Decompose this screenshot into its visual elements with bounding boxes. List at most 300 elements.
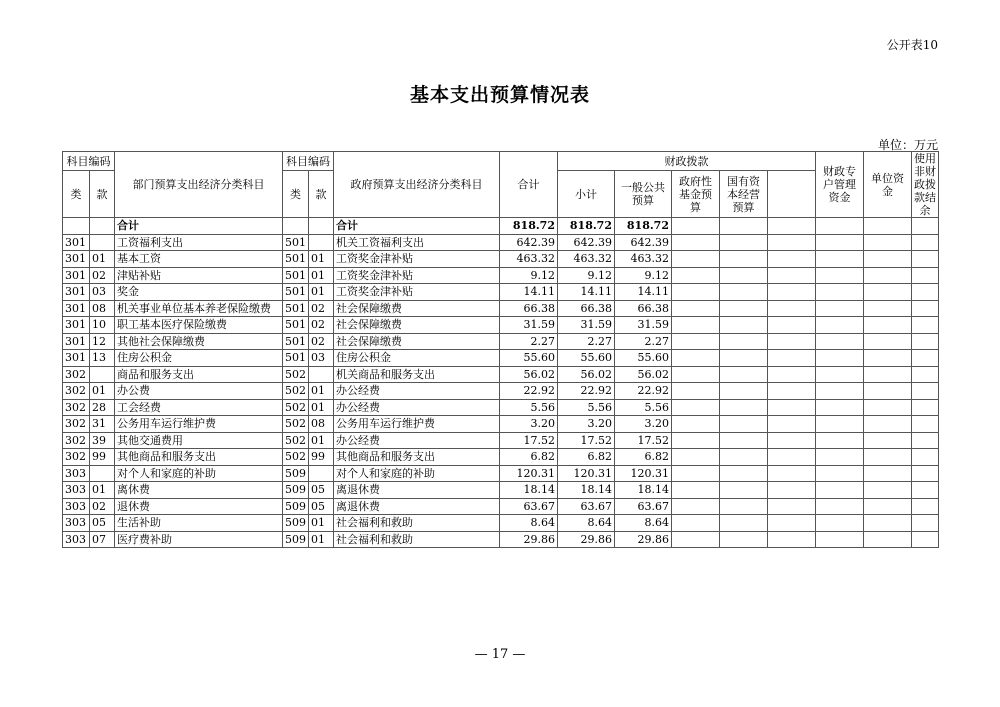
cell-gov-subject: 社会福利和救助 — [334, 515, 500, 532]
cell-prior-year-carryover — [912, 531, 939, 548]
cell-gov-item — [309, 234, 334, 251]
cell-dept-subject: 其他交通费用 — [115, 432, 283, 449]
cell-gov-class: 501 — [283, 317, 309, 334]
cell-state-capital-budget — [720, 498, 768, 515]
table-row — [63, 515, 939, 532]
cell-gov-class: 502 — [283, 399, 309, 416]
cell-unit-fund — [816, 432, 864, 449]
cell-special-fund — [768, 251, 816, 268]
cell-subtotal: 18.14 — [558, 482, 615, 499]
cell-prior-year-carryover — [912, 416, 939, 433]
cell-gov-item: 01 — [309, 267, 334, 284]
cell-item: 31 — [90, 416, 115, 433]
cell-gov-item: 08 — [309, 416, 334, 433]
cell-class: 302 — [63, 366, 90, 383]
cell-prior-year-carryover — [912, 300, 939, 317]
cell-nonfiscal-surplus — [864, 317, 912, 334]
cell-unit-fund — [816, 515, 864, 532]
cell-dept-subject: 基本工资 — [115, 251, 283, 268]
cell-item — [90, 218, 115, 235]
cell-state-capital-budget — [720, 300, 768, 317]
cell-general-budget: 818.72 — [615, 218, 672, 235]
cell-special-fund — [768, 449, 816, 466]
cell-class: 303 — [63, 515, 90, 532]
cell-general-budget: 55.60 — [615, 350, 672, 367]
cell-item: 08 — [90, 300, 115, 317]
cell-subtotal: 22.92 — [558, 383, 615, 400]
cell-item: 02 — [90, 267, 115, 284]
cell-gov-subject: 社会保障缴费 — [334, 317, 500, 334]
cell-gov-subject: 办公经费 — [334, 432, 500, 449]
cell-dept-subject: 工会经费 — [115, 399, 283, 416]
cell-general-budget: 31.59 — [615, 317, 672, 334]
cell-total: 55.60 — [500, 350, 558, 367]
cell-nonfiscal-surplus — [864, 416, 912, 433]
cell-prior-year-carryover — [912, 383, 939, 400]
cell-special-fund — [768, 416, 816, 433]
subtotal-header: 小计 — [558, 171, 615, 218]
cell-class — [63, 218, 90, 235]
cell-class: 302 — [63, 416, 90, 433]
cell-nonfiscal-surplus — [864, 300, 912, 317]
cell-state-capital-budget — [720, 465, 768, 482]
cell-prior-year-carryover — [912, 251, 939, 268]
cell-general-budget: 22.92 — [615, 383, 672, 400]
cell-nonfiscal-surplus — [864, 383, 912, 400]
cell-gov-fund-budget — [672, 515, 720, 532]
cell-class: 301 — [63, 333, 90, 350]
cell-dept-subject: 对个人和家庭的补助 — [115, 465, 283, 482]
cell-nonfiscal-surplus — [864, 234, 912, 251]
cell-subtotal: 31.59 — [558, 317, 615, 334]
cell-gov-subject: 公务用车运行维护费 — [334, 416, 500, 433]
cell-gov-subject: 办公经费 — [334, 383, 500, 400]
cell-gov-subject: 社会保障缴费 — [334, 300, 500, 317]
cell-prior-year-carryover — [912, 218, 939, 235]
cell-subtotal: 56.02 — [558, 366, 615, 383]
cell-special-fund — [768, 218, 816, 235]
cell-unit-fund — [816, 498, 864, 515]
dept-subject-header: 部门预算支出经济分类科目 — [115, 152, 283, 218]
cell-subtotal: 3.20 — [558, 416, 615, 433]
cell-prior-year-carryover — [912, 366, 939, 383]
cell-special-fund — [768, 531, 816, 548]
cell-state-capital-budget — [720, 366, 768, 383]
cell-unit-fund — [816, 251, 864, 268]
cell-special-fund — [768, 317, 816, 334]
total-header: 合计 — [500, 152, 558, 218]
cell-gov-fund-budget — [672, 432, 720, 449]
cell-special-fund — [768, 432, 816, 449]
cell-prior-year-carryover — [912, 234, 939, 251]
cell-gov-class: 501 — [283, 350, 309, 367]
cell-gov-class: 502 — [283, 416, 309, 433]
cell-gov-fund-budget — [672, 399, 720, 416]
cell-gov-class: 501 — [283, 234, 309, 251]
cell-state-capital-budget — [720, 399, 768, 416]
cell-class: 303 — [63, 465, 90, 482]
cell-subtotal: 9.12 — [558, 267, 615, 284]
cell-nonfiscal-surplus — [864, 465, 912, 482]
cell-gov-item: 05 — [309, 482, 334, 499]
cell-nonfiscal-surplus — [864, 515, 912, 532]
cell-general-budget: 14.11 — [615, 284, 672, 301]
cell-gov-class: 501 — [283, 333, 309, 350]
cell-gov-fund-budget — [672, 482, 720, 499]
cell-special-fund — [768, 399, 816, 416]
cell-gov-subject: 合计 — [334, 218, 500, 235]
cell-subtotal: 6.82 — [558, 449, 615, 466]
cell-subtotal: 120.31 — [558, 465, 615, 482]
cell-unit-fund — [816, 350, 864, 367]
cell-special-fund — [768, 366, 816, 383]
table-row — [63, 482, 939, 499]
cell-total: 63.67 — [500, 498, 558, 515]
cell-class: 302 — [63, 449, 90, 466]
cell-gov-fund-budget — [672, 498, 720, 515]
cell-gov-fund-budget — [672, 366, 720, 383]
cell-gov-item: 01 — [309, 515, 334, 532]
cell-unit-fund — [816, 300, 864, 317]
cell-gov-fund-budget — [672, 383, 720, 400]
cell-dept-subject: 津贴补贴 — [115, 267, 283, 284]
cell-total: 9.12 — [500, 267, 558, 284]
cell-subtotal: 29.86 — [558, 531, 615, 548]
cell-gov-item: 02 — [309, 317, 334, 334]
table-row — [63, 531, 939, 548]
page-number: — 17 — — [474, 647, 526, 662]
cell-gov-item: 02 — [309, 333, 334, 350]
cell-item: 13 — [90, 350, 115, 367]
cell-class: 303 — [63, 531, 90, 548]
cell-class: 302 — [63, 399, 90, 416]
cell-class: 302 — [63, 432, 90, 449]
cell-total: 66.38 — [500, 300, 558, 317]
cell-unit-fund — [816, 317, 864, 334]
cell-class: 301 — [63, 284, 90, 301]
cell-nonfiscal-surplus — [864, 218, 912, 235]
cell-nonfiscal-surplus — [864, 482, 912, 499]
cell-item: 02 — [90, 498, 115, 515]
cell-gov-item: 01 — [309, 251, 334, 268]
cell-nonfiscal-surplus — [864, 350, 912, 367]
cell-unit-fund — [816, 333, 864, 350]
cell-prior-year-carryover — [912, 482, 939, 499]
cell-gov-class: 509 — [283, 531, 309, 548]
cell-prior-year-carryover — [912, 399, 939, 416]
table-row — [63, 383, 939, 400]
cell-gov-item — [309, 218, 334, 235]
cell-dept-subject: 其他社会保障缴费 — [115, 333, 283, 350]
cell-gov-item: 03 — [309, 350, 334, 367]
cell-special-fund — [768, 333, 816, 350]
cell-state-capital-budget — [720, 251, 768, 268]
cell-state-capital-budget — [720, 432, 768, 449]
cell-general-budget: 642.39 — [615, 234, 672, 251]
cell-state-capital-budget — [720, 234, 768, 251]
cell-item: 12 — [90, 333, 115, 350]
cell-gov-item: 01 — [309, 383, 334, 400]
cell-item: 07 — [90, 531, 115, 548]
cell-total: 56.02 — [500, 366, 558, 383]
cell-nonfiscal-surplus — [864, 284, 912, 301]
cell-state-capital-budget — [720, 531, 768, 548]
cell-special-fund — [768, 284, 816, 301]
cell-dept-subject: 工资福利支出 — [115, 234, 283, 251]
cell-special-fund — [768, 465, 816, 482]
table-row — [63, 498, 939, 515]
cell-gov-class: 502 — [283, 449, 309, 466]
cell-class: 303 — [63, 498, 90, 515]
cell-gov-fund-budget — [672, 531, 720, 548]
cell-gov-subject: 工资奖金津补贴 — [334, 267, 500, 284]
cell-gov-fund-budget — [672, 350, 720, 367]
cell-gov-subject: 机关商品和服务支出 — [334, 366, 500, 383]
cell-dept-subject: 奖金 — [115, 284, 283, 301]
cell-class: 301 — [63, 267, 90, 284]
cell-gov-fund-budget — [672, 284, 720, 301]
cell-total: 17.52 — [500, 432, 558, 449]
cell-special-fund — [768, 350, 816, 367]
cell-gov-fund-budget — [672, 300, 720, 317]
cell-gov-class: 501 — [283, 267, 309, 284]
cell-subtotal: 2.27 — [558, 333, 615, 350]
cell-gov-subject: 住房公积金 — [334, 350, 500, 367]
cell-total: 463.32 — [500, 251, 558, 268]
cell-gov-class: 509 — [283, 482, 309, 499]
table-header — [63, 152, 939, 218]
cell-general-budget: 63.67 — [615, 498, 672, 515]
cell-nonfiscal-surplus — [864, 498, 912, 515]
cell-total: 31.59 — [500, 317, 558, 334]
cell-total: 29.86 — [500, 531, 558, 548]
cell-subtotal: 5.56 — [558, 399, 615, 416]
cell-subtotal: 8.64 — [558, 515, 615, 532]
cell-unit-fund — [816, 234, 864, 251]
page-title: 基本支出预算情况表 — [409, 84, 590, 106]
table-row — [63, 251, 939, 268]
cell-unit-fund — [816, 482, 864, 499]
unit-fund-header: 单位资金 — [864, 152, 912, 218]
cell-unit-fund — [816, 366, 864, 383]
cell-unit-fund — [816, 267, 864, 284]
cell-gov-subject: 社会福利和救助 — [334, 531, 500, 548]
cell-prior-year-carryover — [912, 515, 939, 532]
cell-nonfiscal-surplus — [864, 333, 912, 350]
table-row — [63, 284, 939, 301]
cell-gov-subject: 离退休费 — [334, 482, 500, 499]
state-capital-budget-header: 国有资本经营预算 — [720, 171, 768, 218]
cell-gov-subject: 工资奖金津补贴 — [334, 284, 500, 301]
unit-label: 单位：万元 — [877, 138, 938, 152]
cell-subtotal: 17.52 — [558, 432, 615, 449]
cell-nonfiscal-surplus — [864, 531, 912, 548]
cell-gov-class: 509 — [283, 465, 309, 482]
cell-subtotal: 463.32 — [558, 251, 615, 268]
cell-gov-class — [283, 218, 309, 235]
cell-gov-class: 502 — [283, 432, 309, 449]
cell-general-budget: 6.82 — [615, 449, 672, 466]
table-row — [63, 416, 939, 433]
cell-general-budget: 3.20 — [615, 416, 672, 433]
cell-general-budget: 120.31 — [615, 465, 672, 482]
gov-class-header: 类 — [283, 171, 309, 218]
special-fund-header: 财政专户管理资金 — [816, 152, 864, 218]
cell-item: 10 — [90, 317, 115, 334]
cell-total: 642.39 — [500, 234, 558, 251]
cell-gov-fund-budget — [672, 267, 720, 284]
cell-nonfiscal-surplus — [864, 251, 912, 268]
cell-prior-year-carryover — [912, 284, 939, 301]
cell-special-fund — [768, 498, 816, 515]
cell-item: 05 — [90, 515, 115, 532]
table-row — [63, 333, 939, 350]
cell-item: 01 — [90, 251, 115, 268]
cell-gov-item — [309, 465, 334, 482]
cell-gov-class: 509 — [283, 498, 309, 515]
cell-prior-year-carryover — [912, 465, 939, 482]
cell-gov-fund-budget — [672, 465, 720, 482]
cell-item: 39 — [90, 432, 115, 449]
general-budget-header: 一般公共预算 — [615, 171, 672, 218]
cell-unit-fund — [816, 465, 864, 482]
cell-total: 14.11 — [500, 284, 558, 301]
table-row — [63, 449, 939, 466]
cell-subtotal: 66.38 — [558, 300, 615, 317]
cell-state-capital-budget — [720, 383, 768, 400]
cell-prior-year-carryover — [912, 267, 939, 284]
cell-gov-subject: 离退休费 — [334, 498, 500, 515]
class-header: 类 — [63, 171, 90, 218]
cell-class: 301 — [63, 350, 90, 367]
gov-fund-budget-header: 政府性基金预算 — [672, 171, 720, 218]
cell-state-capital-budget — [720, 218, 768, 235]
cell-dept-subject: 住房公积金 — [115, 350, 283, 367]
cell-general-budget: 29.86 — [615, 531, 672, 548]
cell-dept-subject: 商品和服务支出 — [115, 366, 283, 383]
cell-state-capital-budget — [720, 284, 768, 301]
cell-class: 302 — [63, 383, 90, 400]
table-row — [63, 300, 939, 317]
cell-gov-class: 502 — [283, 383, 309, 400]
cell-unit-fund — [816, 416, 864, 433]
cell-special-fund — [768, 267, 816, 284]
cell-special-fund — [768, 383, 816, 400]
cell-gov-item: 01 — [309, 399, 334, 416]
cell-unit-fund — [816, 531, 864, 548]
cell-nonfiscal-surplus — [864, 366, 912, 383]
total-row — [63, 218, 939, 235]
cell-gov-fund-budget — [672, 251, 720, 268]
cell-special-fund — [768, 234, 816, 251]
cell-prior-year-carryover — [912, 498, 939, 515]
table-row — [63, 350, 939, 367]
table-row — [63, 234, 939, 251]
cell-total: 6.82 — [500, 449, 558, 466]
cell-unit-fund — [816, 399, 864, 416]
gov-item-header: 款 — [309, 171, 334, 218]
cell-gov-fund-budget — [672, 449, 720, 466]
cell-unit-fund — [816, 383, 864, 400]
cell-gov-item — [309, 366, 334, 383]
cell-state-capital-budget — [720, 416, 768, 433]
cell-state-capital-budget — [720, 449, 768, 466]
cell-dept-subject: 办公费 — [115, 383, 283, 400]
cell-special-fund — [768, 515, 816, 532]
cell-gov-subject: 对个人和家庭的补助 — [334, 465, 500, 482]
cell-item: 01 — [90, 383, 115, 400]
cell-general-budget: 9.12 — [615, 267, 672, 284]
cell-dept-subject: 合计 — [115, 218, 283, 235]
fiscal-allocation-header: 财政拨款 — [558, 152, 816, 171]
cell-gov-subject: 其他商品和服务支出 — [334, 449, 500, 466]
cell-nonfiscal-surplus — [864, 432, 912, 449]
cell-total: 2.27 — [500, 333, 558, 350]
cell-state-capital-budget — [720, 267, 768, 284]
cell-class: 303 — [63, 482, 90, 499]
cell-special-fund — [768, 482, 816, 499]
cell-gov-item: 99 — [309, 449, 334, 466]
cell-gov-subject: 机关工资福利支出 — [334, 234, 500, 251]
cell-state-capital-budget — [720, 317, 768, 334]
cell-gov-item: 01 — [309, 432, 334, 449]
cell-gov-subject: 工资奖金津补贴 — [334, 251, 500, 268]
cell-special-fund — [768, 300, 816, 317]
cell-general-budget: 8.64 — [615, 515, 672, 532]
cell-prior-year-carryover — [912, 317, 939, 334]
cell-subtotal: 63.67 — [558, 498, 615, 515]
cell-gov-class: 501 — [283, 251, 309, 268]
cell-gov-item: 01 — [309, 284, 334, 301]
cell-total: 5.56 — [500, 399, 558, 416]
cell-general-budget: 17.52 — [615, 432, 672, 449]
cell-gov-fund-budget — [672, 218, 720, 235]
cell-general-budget: 5.56 — [615, 399, 672, 416]
cell-unit-fund — [816, 218, 864, 235]
cell-gov-fund-budget — [672, 333, 720, 350]
cell-item: 28 — [90, 399, 115, 416]
cell-total: 8.64 — [500, 515, 558, 532]
cell-class: 301 — [63, 300, 90, 317]
cell-dept-subject: 职工基本医疗保险缴费 — [115, 317, 283, 334]
gov-subject-header: 政府预算支出经济分类科目 — [334, 152, 500, 218]
cell-unit-fund — [816, 449, 864, 466]
cell-dept-subject: 医疗费补助 — [115, 531, 283, 548]
dept-code-header: 科目编码 — [63, 152, 115, 171]
cell-class: 301 — [63, 251, 90, 268]
table-number-label: 公开表10 — [886, 38, 938, 52]
cell-state-capital-budget — [720, 515, 768, 532]
cell-gov-fund-budget — [672, 234, 720, 251]
cell-item — [90, 465, 115, 482]
cell-gov-item: 02 — [309, 300, 334, 317]
table-row — [63, 267, 939, 284]
budget-table — [62, 151, 939, 548]
cell-prior-year-carryover — [912, 449, 939, 466]
nonfiscal-surplus-header: 使用非财政拨款结余 — [912, 152, 939, 218]
cell-prior-year-carryover — [912, 333, 939, 350]
table-row — [63, 432, 939, 449]
table-row — [63, 366, 939, 383]
cell-general-budget: 56.02 — [615, 366, 672, 383]
cell-dept-subject: 机关事业单位基本养老保险缴费 — [115, 300, 283, 317]
table-body — [63, 218, 939, 548]
cell-gov-item: 01 — [309, 531, 334, 548]
cell-item — [90, 234, 115, 251]
cell-item: 01 — [90, 482, 115, 499]
cell-item: 99 — [90, 449, 115, 466]
gov-code-header: 科目编码 — [283, 152, 334, 171]
